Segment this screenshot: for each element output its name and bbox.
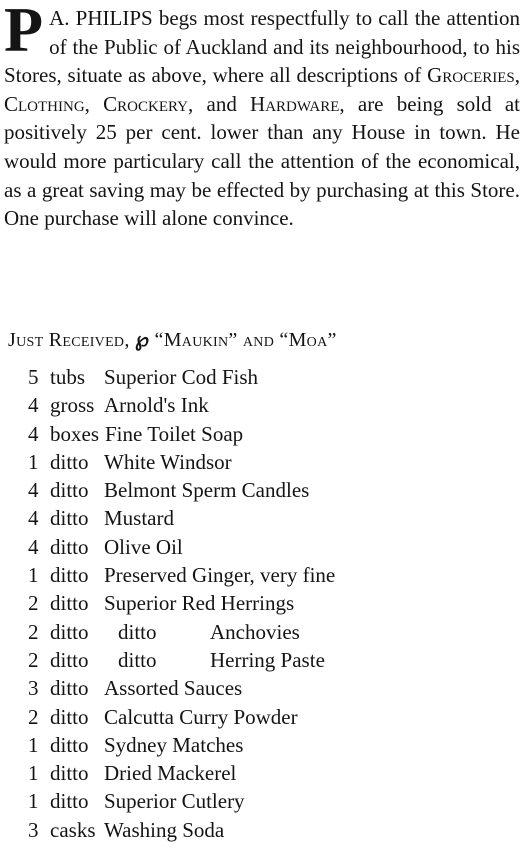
- item-description: Arnold's Ink: [104, 393, 209, 418]
- item-description: Preserved Ginger, very fine: [104, 563, 336, 588]
- item-description: Fine Toilet Soap: [105, 421, 244, 446]
- item-quantity: 2: [28, 647, 39, 672]
- list-item: [28, 589, 335, 617]
- item-unit: ditto: [50, 619, 89, 644]
- item-unit: casks: [50, 817, 96, 842]
- list-item: [28, 816, 335, 844]
- drop-cap: P: [4, 0, 44, 65]
- item-description: Superior Cutlery: [104, 789, 245, 814]
- goods-list: [28, 363, 335, 844]
- item-quantity: 1: [28, 732, 39, 757]
- item-unit: gross: [50, 393, 95, 418]
- list-item: [28, 504, 335, 532]
- item-description-ditto: ditto: [118, 619, 157, 644]
- sep-1: ,: [514, 63, 520, 88]
- crockery-word: Crockery: [103, 91, 189, 116]
- item-unit: ditto: [50, 732, 89, 757]
- item-description: Dried Mackerel: [104, 761, 237, 786]
- intro-text-2: , are being sold at positively 25 per cent. lower than any House in town. He would more particulary call the attention of the economical, as a great saving may be effected by purchasing at this Store. One purchase will alone convince.: [4, 91, 521, 231]
- item-quantity: 2: [28, 704, 39, 729]
- item-description: Mustard: [104, 506, 174, 531]
- item-quantity: 4: [28, 421, 39, 446]
- item-unit: boxes: [50, 421, 99, 446]
- item-description: Assorted Sauces: [104, 676, 243, 701]
- item-unit: ditto: [50, 506, 89, 531]
- item-quantity: 5: [28, 365, 39, 389]
- list-item: [28, 731, 335, 759]
- item-quantity: 1: [28, 761, 39, 786]
- list-item: [28, 476, 335, 504]
- item-quantity: 4: [28, 478, 39, 503]
- item-description: Anchovies: [210, 619, 300, 644]
- hardware-word: Hardware: [250, 91, 340, 116]
- list-item: [28, 533, 335, 561]
- intro-text-1: A. PHILIPS begs most respectfully to call the attention of the Public of Auckland and its neighbourhood, to his Stores, situate as above, where all descriptions of: [4, 6, 520, 88]
- item-description: Washing Soda: [104, 817, 225, 842]
- item-quantity: 1: [28, 449, 39, 474]
- list-item: [28, 391, 335, 419]
- item-quantity: 4: [28, 393, 39, 418]
- item-description: Superior Cod Fish: [104, 365, 259, 389]
- item-unit: ditto: [50, 449, 89, 474]
- list-item: [28, 703, 335, 731]
- item-quantity: 1: [28, 789, 39, 814]
- item-quantity: 1: [28, 563, 39, 588]
- item-unit: ditto: [50, 534, 89, 559]
- item-quantity: 4: [28, 534, 39, 559]
- ship-names: “Maukin” and “Moa”: [154, 329, 337, 351]
- sep-2: ,: [84, 91, 104, 116]
- list-item: [28, 646, 335, 674]
- list-item: [28, 618, 335, 646]
- intro-paragraph: [4, 0, 521, 233]
- list-item: [28, 787, 335, 815]
- list-item: [28, 448, 335, 476]
- item-unit: ditto: [50, 789, 89, 814]
- item-description: Sydney Matches: [104, 732, 244, 757]
- item-unit: ditto: [50, 647, 89, 672]
- item-description: Olive Oil: [104, 534, 183, 559]
- list-item: [28, 561, 335, 589]
- item-unit: ditto: [50, 704, 89, 729]
- item-description: Herring Paste: [210, 647, 325, 672]
- item-description: Belmont Sperm Candles: [104, 478, 310, 503]
- list-item: [28, 759, 335, 787]
- groceries-word: Groceries: [427, 63, 515, 88]
- item-unit: tubs: [50, 365, 86, 389]
- list-item: [28, 674, 335, 702]
- list-item: [28, 363, 335, 391]
- just-received-label: Just Received,: [8, 329, 130, 351]
- item-description: White Windsor: [104, 449, 232, 474]
- item-unit: ditto: [50, 591, 89, 616]
- clothing-word: Clothing: [4, 91, 85, 116]
- item-unit: ditto: [50, 478, 89, 503]
- item-unit: ditto: [50, 761, 89, 786]
- item-quantity: 2: [28, 619, 39, 644]
- item-quantity: 3: [28, 817, 39, 842]
- sep-3: , and: [188, 91, 251, 116]
- per-ship-mark: ℘: [134, 329, 150, 351]
- item-unit: ditto: [50, 676, 89, 701]
- just-received-heading: [8, 326, 520, 354]
- item-description: Calcutta Curry Powder: [104, 704, 298, 729]
- item-description-ditto: ditto: [118, 647, 157, 672]
- list-item: [28, 420, 335, 448]
- item-quantity: 4: [28, 506, 39, 531]
- item-quantity: 2: [28, 591, 39, 616]
- item-quantity: 3: [28, 676, 39, 701]
- item-unit: ditto: [50, 563, 89, 588]
- item-description: Superior Red Herrings: [104, 591, 295, 616]
